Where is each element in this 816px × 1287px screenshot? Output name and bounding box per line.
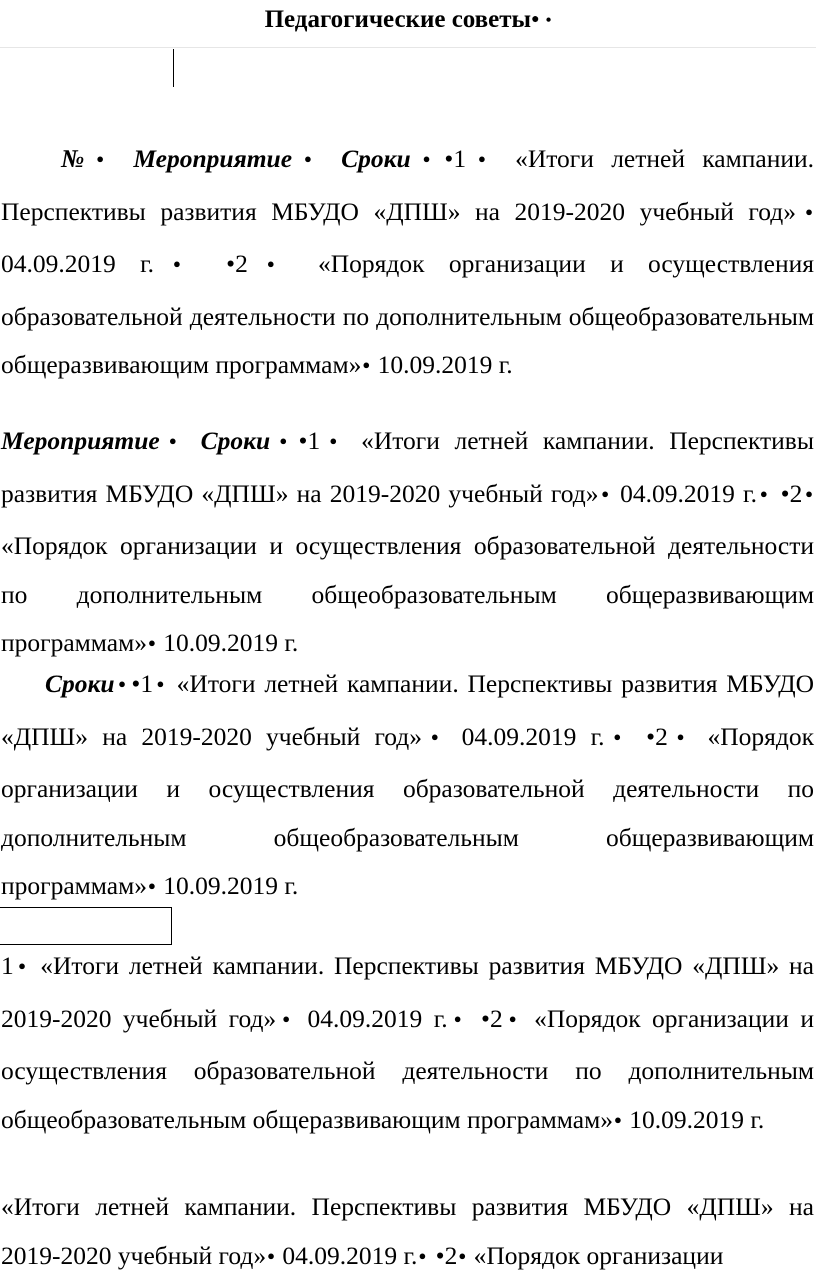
bullet-icon [411,144,443,173]
bullet-icon [292,144,324,173]
header-dates: Сроки [200,426,271,455]
bullet-icon [276,1004,296,1033]
title-divider [0,47,816,48]
bullet-icon [320,426,346,455]
table-cell-border [173,49,174,87]
bullet-icon [266,1241,276,1270]
item-date: 04.09.2019 г. [282,1240,418,1270]
bullet-icon [14,951,31,980]
item-date: 04.09.2019 г. [1,249,155,278]
item-date: 10.09.2019 г. [163,628,299,657]
bullet-icon [466,144,498,173]
paragraph-full-row [1,135,814,394]
item-number: 1 [307,426,321,455]
paragraph-dates-row [1,660,814,915]
item-date: 04.09.2019 г. [307,1003,448,1033]
bullet-icon [613,1105,623,1134]
bullet-icon [417,1241,427,1270]
bullet-icon [147,871,157,900]
bullet-icon [757,479,770,508]
item-text: «Порядок организации и осуществления образовательной деятельности по дополнительным общеобразовательным общеразвивающим программам» [1,1003,814,1134]
small-bullet-icon [442,144,453,173]
header-dates: Сроки [341,144,411,173]
item-number: 2 [489,1003,503,1033]
item-number: 1 [140,669,154,698]
item-number: 2 [655,721,668,751]
item-text: «Итоги летней кампании. Перспективы развития МБУДО «ДПШ» на 2019-2020 учебный год» [1,1192,814,1270]
item-text: «Порядок организации и осуществления образовательной деятельности по дополнительным общеобразовательным общеразвивающим программам» [1,721,814,900]
item-date: 10.09.2019 г. [163,871,299,900]
item-text: «Итоги летней кампании. Перспективы развития МБУДО «ДПШ» на 2019-2020 учебный год» [1,669,815,751]
bullet-icon [115,669,130,698]
bullet-icon [802,479,814,508]
empty-table-cell [0,907,172,945]
item-date: 10.09.2019 г. [629,1104,765,1134]
item-text: «Порядок организации и осуществления образовательной деятельности по дополнительным общеобразовательным общеразвивающим программам» [1,249,814,379]
small-bullet-icon [434,1241,445,1270]
item-text: «Итоги летней кампании. Перспективы развития МБУДО «ДПШ» на 2019-2020 учебный год» [1,426,814,508]
small-bullet-icon [644,722,655,751]
bullet-icon [160,426,186,455]
bullet-icon: • [545,12,552,29]
item-text: «Итоги летней кампании. Перспективы развития МБУДО «ДПШ» на 2019-2020 учебный год» [1,951,815,1033]
small-bullet-icon [297,426,308,455]
page-title [0,4,816,40]
item-date: 04.09.2019 г. [620,478,758,508]
bullet-icon [153,669,168,698]
bullet-icon [448,1004,468,1033]
item-text: «Итоги летней кампании. Перспективы развития МБУДО «ДПШ» на 2019-2020 учебный год» [1,144,815,226]
bullet-icon [361,350,371,379]
small-bullet-icon [479,1004,490,1033]
header-event: Мероприятие [133,144,293,173]
bullet-icon [605,722,630,751]
bullet-icon [248,249,294,278]
item-text: «Порядок организации [473,1240,724,1270]
bullet-icon [422,722,447,751]
small-bullet-icon [129,669,140,698]
item-text: «Порядок организации и осуществления образовательной деятельности по дополнительным общеобразовательным общеразвивающим программам» [1,531,814,657]
header-dates: Сроки [45,669,115,698]
bullet-icon [95,144,116,173]
bullet-icon [154,249,200,278]
bullet-icon [796,197,814,226]
item-number: 1 [1,951,14,980]
page-title-text: Педагогические советы [264,6,532,33]
paragraph-items-row [1,942,814,1148]
bullet-icon: ● [531,12,540,27]
paragraph-event-row [1,417,814,672]
bullet-icon [147,628,157,657]
item-number: 2 [444,1240,458,1270]
small-bullet-icon [779,479,790,508]
item-date: 04.09.2019 г. [461,721,605,751]
header-event: Мероприятие [1,426,160,455]
item-number: 1 [453,144,467,173]
small-bullet-icon [224,249,235,278]
item-number: 2 [789,478,803,508]
bullet-icon [270,426,296,455]
bullet-icon [668,722,693,751]
bullet-icon [503,1004,523,1033]
bullet-icon [598,479,611,508]
header-number: № [61,144,96,173]
item-number: 2 [235,249,248,278]
bullet-icon [457,1241,467,1270]
paragraph-text-row [1,1183,814,1284]
item-date: 10.09.2019 г. [377,350,513,379]
